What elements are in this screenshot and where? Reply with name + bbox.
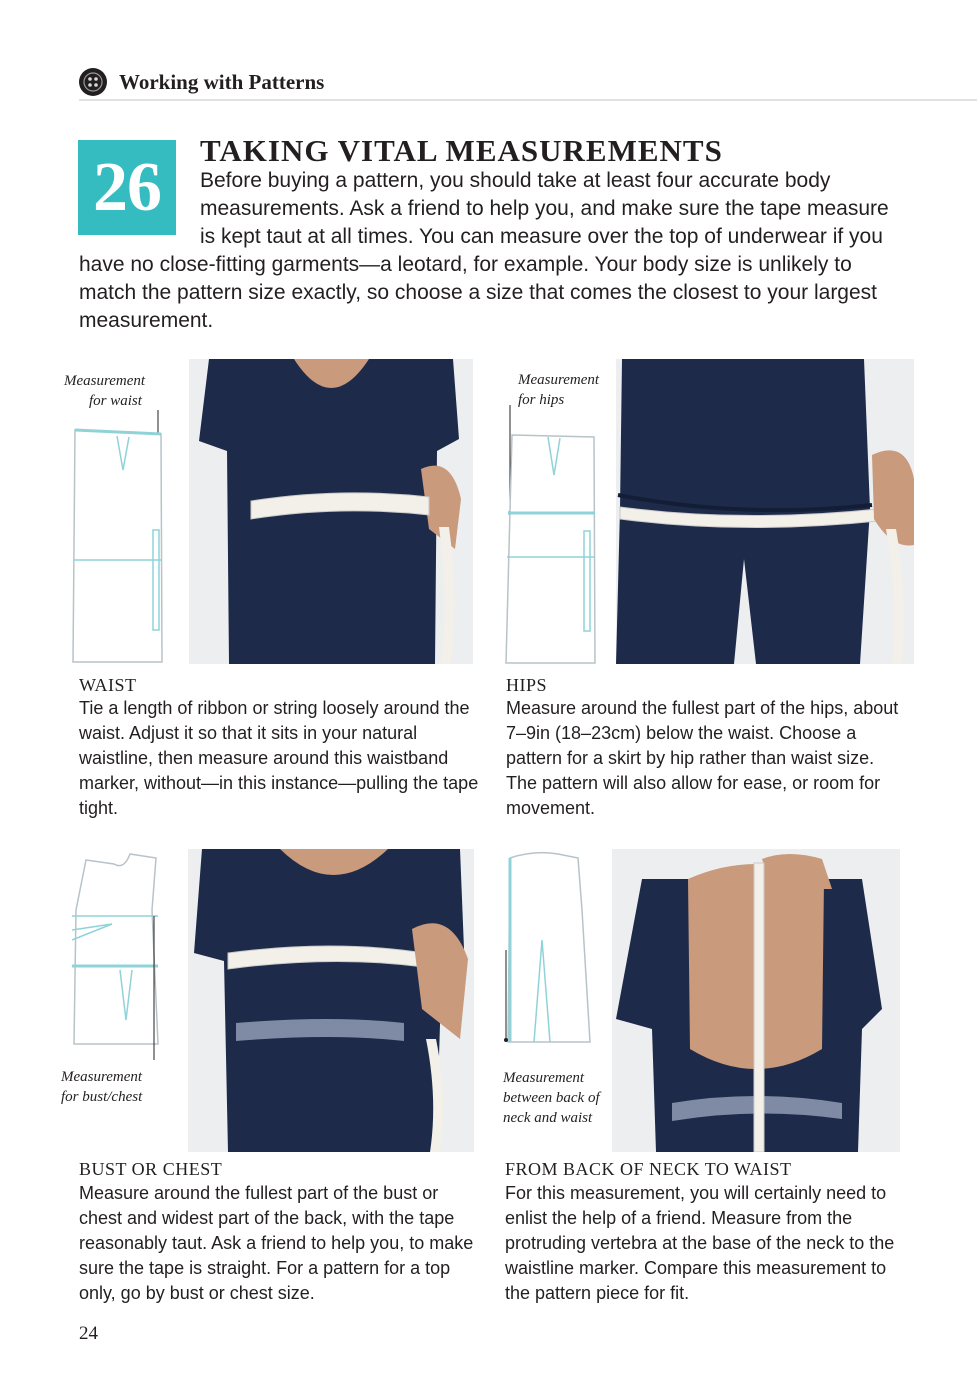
hips-heading: HIPS bbox=[506, 675, 548, 695]
hips-callout-line1: Measurement bbox=[518, 372, 600, 388]
hips-callout-line2: for hips bbox=[518, 392, 565, 408]
back-callout-line1: Measurement bbox=[503, 1070, 585, 1086]
hips-callout bbox=[518, 370, 599, 410]
hips-pattern-diagram bbox=[498, 405, 608, 665]
tip-number-badge: 26 bbox=[78, 140, 176, 235]
bust-heading: BUST OR CHEST bbox=[79, 1159, 223, 1179]
section-title: Working with Patterns bbox=[119, 70, 325, 94]
waist-callout-line1: Measurement bbox=[64, 373, 146, 389]
waist-photo bbox=[189, 359, 473, 664]
back-heading: FROM BACK OF NECK TO WAIST bbox=[505, 1159, 792, 1179]
back-callout bbox=[503, 1068, 600, 1128]
waist-callout-line2: for waist bbox=[89, 393, 142, 409]
tip-title: TAKING VITAL MEASUREMENTS bbox=[200, 133, 723, 168]
back-pattern-diagram bbox=[494, 850, 604, 1050]
hips-body: Measure around the fullest part of the hips, about 7–9in (18–23cm) below the waist. Choose a pattern for a skirt by hip rather than waist size. The pattern will also allow for ease, or room for movement. bbox=[506, 698, 899, 818]
back-body: For this measurement, you will certainly need to enlist the help of a friend. Measure from the protruding vertebra at the base of the neck to the waistline marker. Compare this measurement to the pattern piece for fit. bbox=[505, 1183, 895, 1303]
page-number: 24 bbox=[79, 1323, 98, 1344]
back-callout-line3: neck and waist bbox=[503, 1110, 593, 1126]
waist-callout bbox=[64, 371, 145, 411]
back-photo bbox=[612, 849, 900, 1152]
intro-text: Before buying a pattern, you should take at least four accurate body measurements. Ask a friend to help you, and make sure the tape measure is kept taut at all times. You can measure over the top of underwear if you have no close-fitting garments—a leotard, for example. Your body size is unlikely to match the pattern size exactly, so choose a size that comes the closest to your largest measurement. bbox=[79, 169, 889, 332]
waist-pattern-diagram bbox=[65, 410, 175, 665]
intro-paragraph bbox=[79, 167, 909, 335]
bust-callout-line1: Measurement bbox=[61, 1069, 143, 1085]
bust-pattern-diagram bbox=[66, 850, 166, 1060]
header-divider bbox=[79, 99, 977, 101]
waist-body: Tie a length of ribbon or string loosely around the waist. Adjust it so that it sits in your natural waistline, then measure around this waistband marker, without—in this instance—pulling the tape tight. bbox=[79, 698, 479, 818]
bust-body: Measure around the fullest part of the bust or chest and widest part of the back, with the tape reasonably taut. Ask a friend to help you, to make sure the tape is straight. For a pattern for a top only, go by bust or chest size. bbox=[79, 1183, 474, 1303]
bust-callout bbox=[61, 1067, 142, 1107]
back-callout-line2: between back of bbox=[503, 1090, 600, 1106]
hips-photo bbox=[616, 359, 914, 664]
bust-callout-line2: for bust/chest bbox=[61, 1089, 143, 1105]
bust-photo bbox=[188, 849, 474, 1152]
button-icon bbox=[79, 68, 107, 96]
waist-heading: WAIST bbox=[79, 675, 137, 695]
